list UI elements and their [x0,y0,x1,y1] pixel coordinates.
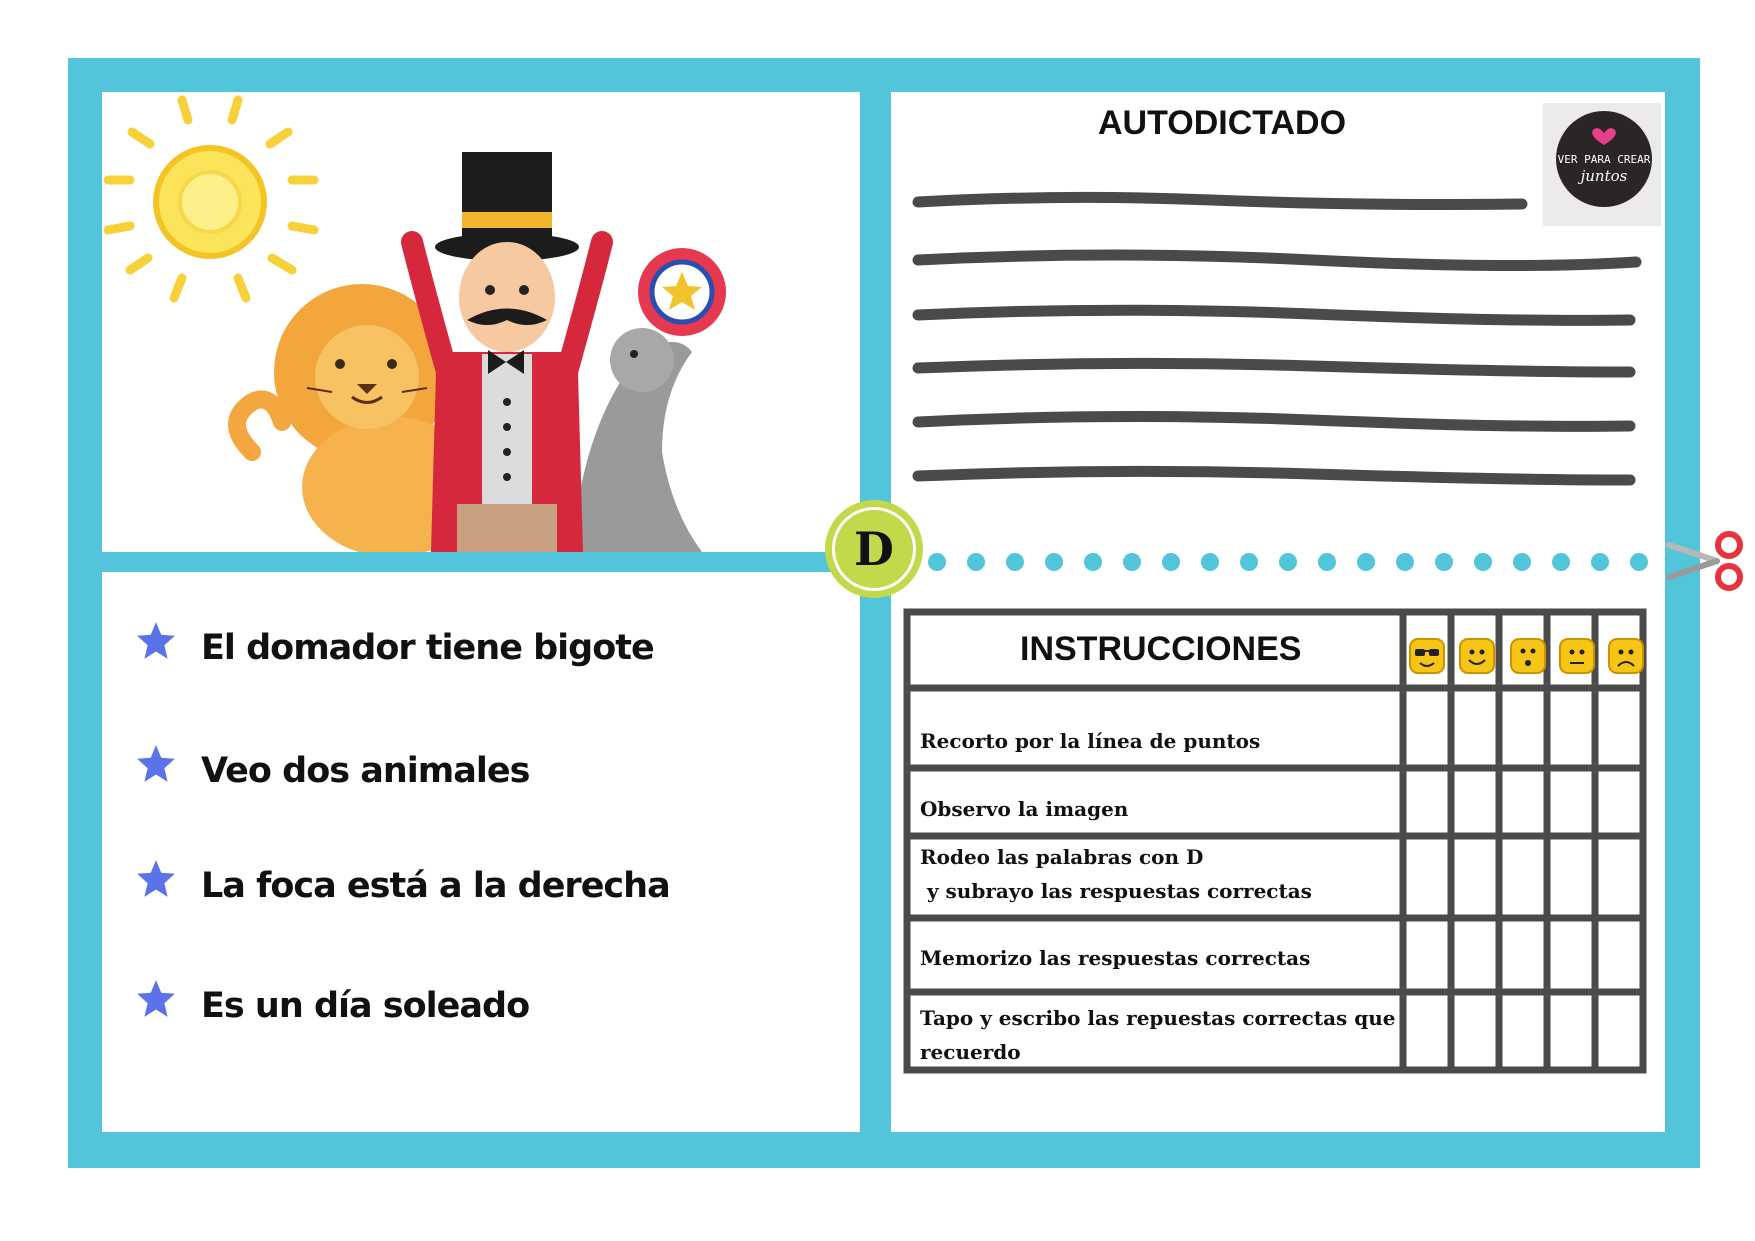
seal-illustration [572,328,702,552]
sentence-text: Es un día soleado [201,986,530,1026]
instruction-row: Recorto por la línea de puntos [920,729,1261,753]
scissors-icon [1665,527,1745,595]
writing-lines [912,180,1642,510]
sentence-text: La foca está a la derecha [201,866,670,906]
star-icon [135,978,177,1020]
cut-line [926,551,1670,573]
cool-face-icon [1409,638,1445,674]
neutral-face-icon [1559,638,1595,674]
instruction-row: Observo la imagen [920,797,1129,821]
circus-badge-icon [638,248,726,336]
ringmaster-illustration [412,152,602,552]
sun-icon [108,100,314,298]
instruction-row: recuerdo [920,1040,1021,1064]
autodictado-title: AUTODICTADO [1098,104,1347,142]
instruction-row: y subrayo las respuestas correctas [920,879,1312,903]
sheet-letter: D [832,507,916,591]
sentence-item [135,628,654,668]
instruction-row: Memorizo las respuestas correctas [920,946,1311,970]
sentence-item [135,866,670,906]
sheet-letter-badge [825,500,923,598]
illustration-panel [102,92,860,552]
star-icon [135,858,177,900]
instructions-title: INSTRUCCIONES [1020,630,1302,668]
sentence-item [135,751,529,791]
smile-face-icon [1459,638,1495,674]
sentence-text: Veo dos animales [201,751,530,791]
svg-text:juntos: juntos [1580,167,1628,185]
svg-text:VER PARA CREAR: VER PARA CREAR [1557,153,1651,166]
sentence-text: El domador tiene bigote [201,628,654,668]
circus-illustration [102,92,860,552]
surprised-face-icon [1510,638,1546,674]
sad-face-icon [1608,638,1644,674]
instruction-row: Tapo y escribo las repuestas correctas que [920,1006,1396,1030]
instruction-row: Rodeo las palabras con D [920,845,1204,869]
sentence-item [135,986,529,1026]
star-icon [135,620,177,662]
star-icon [135,743,177,785]
